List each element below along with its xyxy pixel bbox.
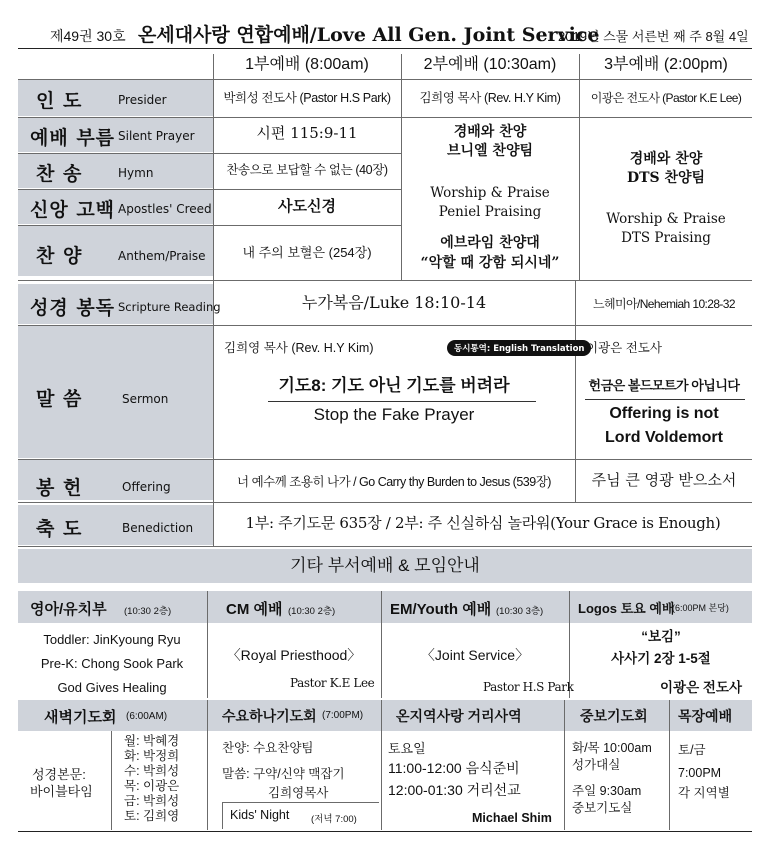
street-line3: 12:00-01:30 거리선교 <box>388 782 521 798</box>
benediction-label-en: Benediction <box>122 521 194 535</box>
scripture-s3: 느헤미아/Nehemiah 10:28-32 <box>593 297 735 311</box>
wed-line3: 김희영목사 <box>268 786 329 800</box>
cm-title: 〈Royal Priesthood〉 <box>226 647 362 663</box>
wed-head: 수요하나기도회 <box>222 708 317 724</box>
em-head: EM/Youth 예배 <box>390 601 492 618</box>
dawn-day-wed: 수: 박희성 <box>124 764 180 778</box>
service-3-header: 3부예배 (2:00pm) <box>604 56 728 73</box>
sermon3-title-ko: 헌금은 볼드모트가 아닙니다 <box>588 378 740 393</box>
kids-line2: Pre-K: Chong Sook Park <box>40 656 184 671</box>
anthem-s2-line2: “악할 때 강함 되시네” <box>420 255 560 271</box>
offering-s3: 주님 큰 영광 받으소서 <box>591 471 737 489</box>
scripture-s12: 누가복음/Luke 18:10-14 <box>301 293 487 312</box>
logos-head: Logos 토요 예배 <box>578 601 675 616</box>
worship3-line2: DTS 찬양팀 <box>626 170 706 186</box>
translation-badge: 동시통역: English Translation <box>447 340 591 356</box>
kids-time: (10:30 2층) <box>124 606 172 617</box>
worship2-line4: Peniel Praising <box>438 204 542 220</box>
dawn-day-list <box>124 734 179 824</box>
creed-label-en: Apostles' Creed <box>118 202 212 216</box>
intercession-line3: 주일 9:30am <box>572 784 642 798</box>
presider-label: 인 도 <box>36 90 83 112</box>
creed-label: 신앙 고백 <box>30 199 116 221</box>
scripture-label-en: Scripture Reading <box>118 300 221 314</box>
benediction-text: 1부: 주기도문 635장 / 2부: 주 신실하심 놀라워(Your Grace is Enough) <box>245 514 721 532</box>
silent-label-en: Silent Prayer <box>118 129 195 143</box>
service-2-header: 2부예배 (10:30am) <box>423 56 557 73</box>
kids-line3: God Gives Healing <box>57 680 167 695</box>
cell-line2: 7:00PM <box>678 766 722 780</box>
street-head: 온지역사랑 거리사역 <box>396 708 522 724</box>
cm-time: (10:30 2층) <box>288 606 336 617</box>
logos-time: (6:00PM 본당) <box>672 603 729 613</box>
sermon-title-ko: 기도8: 기도 아닌 기도를 버려라 <box>278 376 510 395</box>
other-title: 기타 부서예배 & 모임안내 <box>290 556 480 575</box>
wed-line1: 찬양: 수요찬양팀 <box>222 741 314 755</box>
worship3-line3: Worship & Praise <box>606 211 726 227</box>
intercession-line4: 중보기도실 <box>572 801 633 815</box>
street-line2: 11:00-12:00 음식준비 <box>388 760 520 776</box>
service-1-header: 1부예배 (8:00am) <box>245 56 369 73</box>
issue-number: 제49권 30호 <box>50 28 126 44</box>
kids-night-time: (저녁 7:00) <box>311 814 357 825</box>
cell-head: 목장예배 <box>678 708 733 724</box>
hymn-s1: 찬송으로 보답할 수 없는 (40장) <box>226 163 388 177</box>
anthem-label-en: Anthem/Praise <box>118 249 206 263</box>
dawn-day-thu: 목: 이광은 <box>124 779 180 793</box>
em-time: (10:30 3층) <box>496 606 544 617</box>
anthem-label: 찬 양 <box>36 245 83 267</box>
anthem-s1: 내 주의 보혈은 (254장) <box>242 245 372 260</box>
worship3-line1: 경배와 찬양 <box>629 151 703 167</box>
sermon3-title-en1: Offering is not <box>609 405 719 422</box>
benediction-label: 축 도 <box>36 518 83 540</box>
sermon-label-en: Sermon <box>122 392 169 406</box>
sermon3-title-en2: Lord Voldemort <box>605 429 723 446</box>
kids-night: Kids' Night <box>230 808 290 822</box>
dawn-day-tue: 화: 박정희 <box>124 749 180 763</box>
intercession-head: 중보기도회 <box>580 708 648 724</box>
offering-label-en: Offering <box>122 480 171 494</box>
sermon-label: 말 씀 <box>36 388 83 410</box>
offering-label: 봉 헌 <box>36 477 83 499</box>
cm-pastor: Pastor K.E Lee <box>290 676 375 690</box>
creed-s1: 사도신경 <box>278 197 336 215</box>
cell-line3: 각 지역별 <box>678 786 730 800</box>
dawn-day-fri: 금: 박희성 <box>124 794 180 808</box>
dawn-head: 새벽기도회 <box>44 709 117 726</box>
presider-s1: 박희성 전도사 (Pastor H.S Park) <box>223 91 391 105</box>
presider-s2: 김희영 목사 (Rev. H.Y Kim) <box>419 91 561 105</box>
sermon-title-en: Stop the Fake Prayer <box>313 405 475 424</box>
street-name: Michael Shim <box>472 811 552 825</box>
presider-label-en: Presider <box>118 93 167 107</box>
logos-line1: “보김” <box>641 629 681 644</box>
intercession-line2: 성가대실 <box>572 758 621 772</box>
wed-time: (7:00PM) <box>322 710 364 721</box>
sermon-speaker3: 이광은 전도사 <box>586 341 662 355</box>
bulletin-title: 온세대사랑 연합예배/Love All Gen. Joint Service <box>138 24 600 46</box>
scripture-label: 성경 봉독 <box>30 297 116 319</box>
hymn-label-en: Hymn <box>118 166 154 180</box>
logos-line2: 사사기 2장 1-5절 <box>611 651 711 666</box>
dawn-label2: 바이블타임 <box>30 784 93 799</box>
bulletin-date: 2019년 스물 서른번 째 주 8월 4일 <box>558 29 749 44</box>
dawn-day-sat: 토: 김희영 <box>124 809 180 823</box>
worship2-line3: Worship & Praise <box>430 185 550 201</box>
worship2-line1: 경배와 찬양 <box>453 124 527 140</box>
presider-s3: 이광은 전도사 (Pastor K.E Lee) <box>590 91 742 105</box>
dawn-time: (6:00AM) <box>126 711 168 722</box>
dawn-day-mon: 월: 박혜경 <box>124 734 180 748</box>
dawn-label1: 성경본문: <box>32 767 86 782</box>
hymn-label: 찬 송 <box>36 163 83 185</box>
cell-line1: 토/금 <box>678 743 706 757</box>
worship2-line2: 브니엘 찬양팀 <box>446 143 534 159</box>
anthem-s2-line1: 에브라임 찬양대 <box>440 235 540 251</box>
kids-line1: Toddler: JinKyoung Ryu <box>43 632 181 647</box>
logos-line3: 이광은 전도사 <box>660 680 742 695</box>
silent-s1: 시편 115:9-11 <box>256 124 358 142</box>
worship3-line4: DTS Praising <box>621 230 711 246</box>
intercession-line1: 화/목 10:00am <box>572 741 652 755</box>
sermon-speaker12: 김희영 목사 (Rev. H.Y Kim) <box>224 341 374 355</box>
street-line1: 토요일 <box>388 741 426 756</box>
silent-label: 예배 부름 <box>30 127 116 149</box>
cm-head: CM 예배 <box>226 601 283 618</box>
wed-line2: 말씀: 구약/신약 맥잡기 <box>222 767 345 781</box>
offering-s12: 너 예수께 조용히 나가 / Go Carry thy Burden to Jesus (539장) <box>237 475 551 489</box>
em-pastor: Pastor H.S Park <box>483 680 574 694</box>
kids-head: 영아/유치부 <box>30 601 107 618</box>
em-title: 〈Joint Service〉 <box>420 647 530 663</box>
